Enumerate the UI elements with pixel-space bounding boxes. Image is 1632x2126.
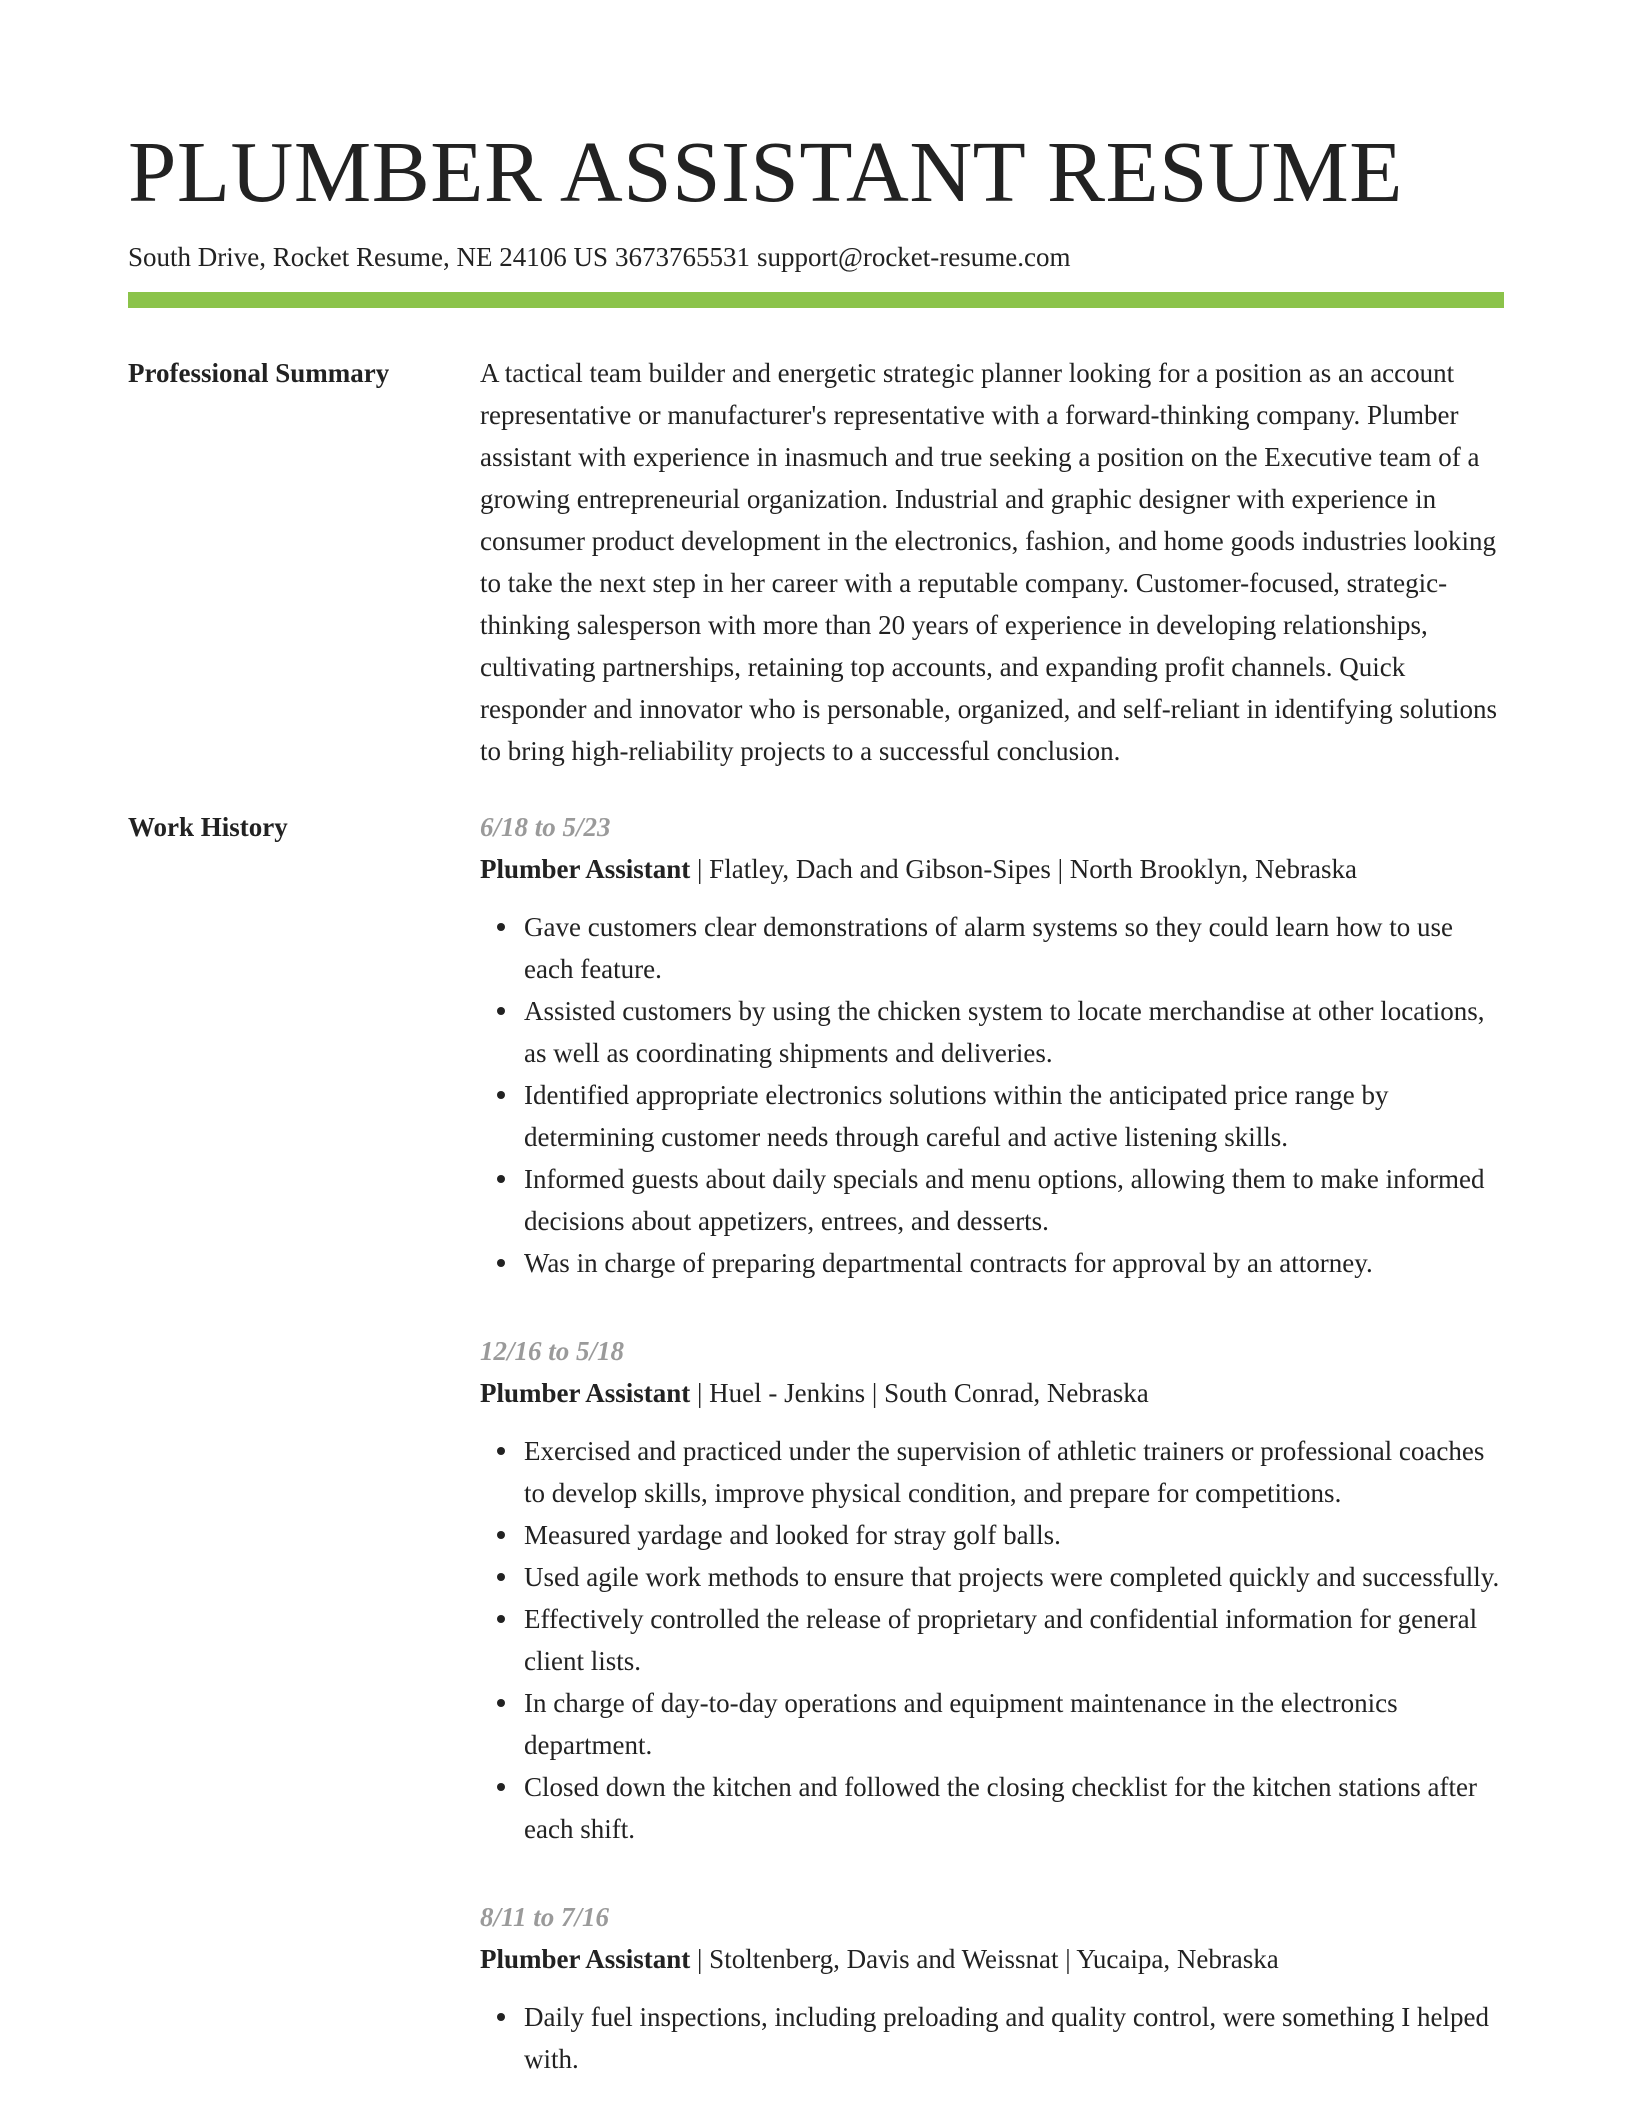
job-heading bbox=[480, 1372, 1504, 1414]
job-title: Plumber Assistant bbox=[480, 854, 691, 884]
contact-line bbox=[128, 240, 1504, 274]
summary-text: A tactical team builder and energetic strategic planner looking for a position as an account representative or manufacturer's representative with a forward-thinking company. Plumber assistant with experience in inasmuch and true seeking a position on the Executive team of a growing entrepreneurial organization. Industrial and graphic designer with experience in consumer product development in the electronics, fashion, and home goods industries looking to take the next step in her career with a reputable company. Customer-focused, strategic-thinking salesperson with more than 20 years of experience in developing relationships, cultivating partnerships, retaining top accounts, and expanding profit channels. Quick responder and innovator who is personable, organized, and self-reliant in identifying solutions to bring high-reliability projects to a successful conclusion. bbox=[480, 358, 1498, 766]
job-entry bbox=[480, 1330, 1504, 1850]
job-bullet: Used agile work methods to ensure that projects were completed quickly and successfully. bbox=[524, 1556, 1504, 1598]
job-dates: 6/18 to 5/23 bbox=[480, 812, 611, 842]
accent-divider bbox=[128, 292, 1504, 308]
job-bullet: Measured yardage and looked for stray golf balls. bbox=[524, 1514, 1504, 1556]
contact-phone: 3673765531 bbox=[614, 242, 750, 272]
job-bullet: Assisted customers by using the chicken system to locate merchandise at other locations, as well as coordinating shipments and deliveries. bbox=[524, 990, 1504, 1074]
work-history-heading: Work History bbox=[128, 812, 288, 842]
resume-page bbox=[128, 0, 1504, 2126]
job-bullet: Exercised and practiced under the supervision of athletic trainers or professional coaches to develop skills, improve physical condition, and prepare for competitions. bbox=[524, 1430, 1504, 1514]
resume-title: PLUMBER ASSISTANT RESUME bbox=[128, 123, 1403, 220]
job-details: | Huel - Jenkins | South Conrad, Nebraska bbox=[690, 1378, 1149, 1408]
job-dates: 8/11 to 7/16 bbox=[480, 1902, 610, 1932]
job-details: | Stoltenberg, Davis and Weissnat | Yucaipa, Nebraska bbox=[690, 1944, 1279, 1974]
summary-heading: Professional Summary bbox=[128, 358, 390, 388]
job-bullet: Effectively controlled the release of proprietary and confidential information for general client lists. bbox=[524, 1598, 1504, 1682]
job-bullets bbox=[480, 1996, 1504, 2080]
work-history-body bbox=[480, 806, 1504, 2126]
job-title: Plumber Assistant bbox=[480, 1944, 691, 1974]
job-heading bbox=[480, 1938, 1504, 1980]
job-bullets bbox=[480, 906, 1504, 1284]
job-dates: 12/16 to 5/18 bbox=[480, 1336, 625, 1366]
job-bullet: Informed guests about daily specials and menu options, allowing them to make informed decisions about appetizers, entrees, and desserts. bbox=[524, 1158, 1504, 1242]
job-bullet: Was in charge of preparing departmental contracts for approval by an attorney. bbox=[524, 1242, 1504, 1284]
job-bullet: Daily fuel inspections, including preloading and quality control, were something I helped with. bbox=[524, 1996, 1504, 2080]
job-bullet: Identified appropriate electronics solutions within the anticipated price range by determining customer needs through careful and active listening skills. bbox=[524, 1074, 1504, 1158]
job-entry bbox=[480, 1896, 1504, 2080]
summary-section bbox=[128, 352, 1504, 772]
job-bullet: In charge of day-to-day operations and equipment maintenance in the electronics department. bbox=[524, 1682, 1504, 1766]
job-heading bbox=[480, 848, 1504, 890]
job-entry bbox=[480, 806, 1504, 1284]
contact-address: South Drive, Rocket Resume, NE 24106 US bbox=[128, 242, 608, 272]
job-details: | Flatley, Dach and Gibson-Sipes | North Brooklyn, Nebraska bbox=[690, 854, 1357, 884]
contact-email: support@rocket-resume.com bbox=[756, 242, 1071, 272]
job-bullets bbox=[480, 1430, 1504, 1850]
work-history-section bbox=[128, 806, 1504, 2126]
job-title: Plumber Assistant bbox=[480, 1378, 691, 1408]
job-bullet: Closed down the kitchen and followed the closing checklist for the kitchen stations after each shift. bbox=[524, 1766, 1504, 1850]
summary-body bbox=[480, 352, 1504, 772]
job-bullet: Gave customers clear demonstrations of alarm systems so they could learn how to use each feature. bbox=[524, 906, 1504, 990]
